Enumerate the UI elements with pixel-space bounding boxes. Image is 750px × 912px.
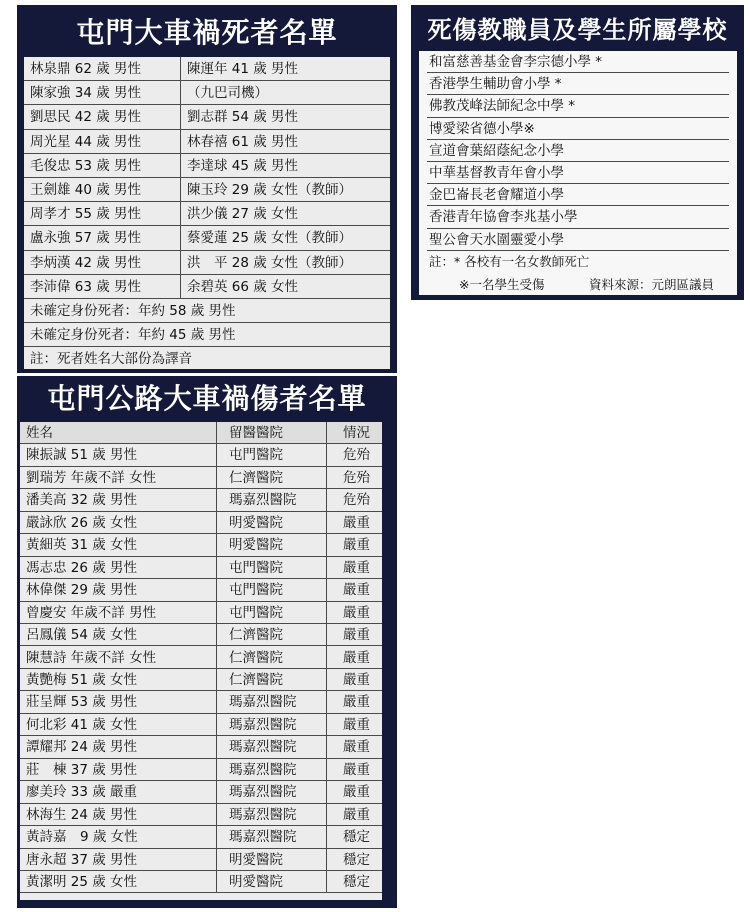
injured-name: 林海生 24 歲 男性 xyxy=(26,806,138,823)
injured-name: 莊 棟 37 歲 男性 xyxy=(26,761,138,778)
death-name-left: 陳家強 34 歲 男性 xyxy=(30,85,142,102)
school-item: 香港學生輔助會小學 * xyxy=(427,73,729,95)
schools-note: 註：* 各校有一名女教師死亡 xyxy=(429,253,590,269)
deaths-table xyxy=(24,57,390,369)
injured-condition: 危殆 xyxy=(343,492,370,509)
injured-row xyxy=(20,602,382,624)
injured-condition: 嚴重 xyxy=(343,582,370,599)
injured-condition: 危殆 xyxy=(343,469,370,486)
injured-name: 譚耀邦 24 歲 男性 xyxy=(26,739,138,756)
injured-row xyxy=(20,467,382,489)
school-item: 聖公會天水圍靈愛小學 xyxy=(427,229,729,251)
injured-row xyxy=(20,669,382,691)
death-name-right: 李達球 45 歲 男性 xyxy=(187,157,299,174)
injured-name: 劉瑞芳 年歲不詳 女性 xyxy=(26,469,157,486)
unidentified-text: 未確定身份死者：年約 58 歲 男性 xyxy=(30,303,236,319)
injured-row xyxy=(20,714,382,736)
death-row xyxy=(24,105,390,129)
death-name-left: 周孝才 55 歲 男性 xyxy=(30,206,142,223)
injured-hospital: 明愛醫院 xyxy=(229,851,283,868)
school-item: 博愛梁省德小學※ xyxy=(427,118,729,140)
column-divider xyxy=(180,57,181,299)
injured-hospital: 明愛醫院 xyxy=(229,514,283,531)
injured-condition: 嚴重 xyxy=(343,514,370,531)
death-name-right: 林春禧 61 歲 男性 xyxy=(187,133,299,150)
injured-condition: 嚴重 xyxy=(343,739,370,756)
injured-name: 何北彩 41 歲 女性 xyxy=(26,716,138,733)
death-row xyxy=(24,81,390,105)
injured-hospital: 仁濟醫院 xyxy=(229,469,283,486)
schools-note-injured: ※一名學生受傷 xyxy=(459,277,545,292)
injured-hospital: 瑪嘉烈醫院 xyxy=(229,492,297,509)
injured-hospital: 瑪嘉烈醫院 xyxy=(229,739,297,756)
death-name-right: 洪 平 28 歲 女性（教師） xyxy=(187,254,353,271)
injured-name: 黃艷梅 51 歲 女性 xyxy=(26,671,138,688)
injured-condition: 嚴重 xyxy=(343,649,370,666)
injured-name: 莊呈輝 53 歲 男性 xyxy=(26,694,138,711)
injured-hospital: 明愛醫院 xyxy=(229,874,283,890)
injured-name: 呂鳳儀 54 歲 女性 xyxy=(26,627,138,644)
injured-condition: 穩定 xyxy=(343,874,370,890)
injured-row xyxy=(20,849,382,871)
injured-hospital: 瑪嘉烈醫院 xyxy=(229,761,297,778)
death-name-left: 李沛偉 63 歲 男性 xyxy=(30,278,142,295)
injured-row xyxy=(20,444,382,466)
injured-condition: 嚴重 xyxy=(343,761,370,778)
injured-hospital: 明愛醫院 xyxy=(229,537,283,554)
injured-condition: 嚴重 xyxy=(343,537,370,554)
injured-name: 曾慶安 年歲不詳 男性 xyxy=(26,604,157,621)
death-name-left: 王劍雄 40 歲 男性 xyxy=(30,182,142,198)
injured-name: 嚴詠欣 26 歲 女性 xyxy=(26,514,138,531)
injured-hospital: 瑪嘉烈醫院 xyxy=(229,784,297,801)
school-item: 佛教茂峰法師紀念中學 * xyxy=(427,95,729,117)
injured-name: 黃細英 31 歲 女性 xyxy=(26,537,138,554)
injured-name: 林偉傑 29 歲 男性 xyxy=(26,582,138,599)
death-row xyxy=(24,57,390,81)
injured-row xyxy=(20,579,382,601)
injured-hospital: 仁濟醫院 xyxy=(229,627,283,644)
death-row xyxy=(24,251,390,275)
injured-name: 唐永超 37 歲 男性 xyxy=(26,851,138,868)
injured-hospital: 屯門醫院 xyxy=(229,447,283,464)
death-name-right: 洪少儀 27 歲 女性 xyxy=(187,206,299,223)
injured-name: 陳慧詩 年歲不詳 女性 xyxy=(26,649,157,666)
unidentified-text: 未確定身份死者：年約 45 歲 男性 xyxy=(30,327,236,344)
school-item: 中華基督教青年會小學 xyxy=(427,162,729,184)
schools-title: 死傷教職員及學生所屬學校 xyxy=(427,16,728,44)
injured-row xyxy=(20,557,382,579)
school-item: 金巴崙長老會耀道小學 xyxy=(427,184,729,206)
injured-row xyxy=(20,804,382,826)
injured-condition: 嚴重 xyxy=(343,716,370,733)
injured-header-row xyxy=(20,422,382,444)
injured-condition: 嚴重 xyxy=(343,694,370,711)
injured-row xyxy=(20,647,382,669)
death-name-right: 陳運年 41 歲 男性 xyxy=(187,61,299,77)
injured-hospital: 屯門醫院 xyxy=(229,559,283,576)
death-name-right: 蔡愛蓮 25 歲 女性（教師） xyxy=(187,230,353,247)
injured-condition: 嚴重 xyxy=(343,627,370,644)
injured-row xyxy=(20,826,382,848)
source-credit: 資料來源：元朗區議員 xyxy=(589,277,715,292)
injured-condition: 嚴重 xyxy=(343,559,370,576)
death-name-left: 林泉鼎 62 歲 男性 xyxy=(30,61,142,77)
injured-hospital: 瑪嘉烈醫院 xyxy=(229,694,297,711)
injured-table xyxy=(20,422,382,900)
schools-panel xyxy=(411,5,744,300)
death-row xyxy=(24,226,390,250)
deaths-panel xyxy=(17,5,397,373)
injured-row xyxy=(20,624,382,646)
injured-hospital: 屯門醫院 xyxy=(229,604,283,621)
death-name-right: （九巴司機） xyxy=(187,85,268,102)
death-name-left: 毛俊忠 53 歲 男性 xyxy=(30,157,142,174)
death-name-left: 劉思民 42 歲 男性 xyxy=(30,109,142,126)
death-row xyxy=(24,275,390,299)
injured-name: 陳振誠 51 歲 男性 xyxy=(26,447,138,464)
injured-name: 黃詩嘉 9 歲 女性 xyxy=(26,829,138,846)
injured-row xyxy=(20,736,382,758)
injured-row xyxy=(20,691,382,713)
injured-hospital: 瑪嘉烈醫院 xyxy=(229,829,297,846)
deaths-note: 註：死者姓名大部份為譯音 xyxy=(30,351,192,368)
injured-condition: 危殆 xyxy=(343,447,370,464)
injured-condition: 嚴重 xyxy=(343,671,370,688)
death-name-left: 周光星 44 歲 男性 xyxy=(30,133,142,150)
injured-condition: 穩定 xyxy=(343,851,370,868)
schools-list xyxy=(419,51,737,295)
death-name-right: 陳玉玲 29 歲 女性（教師） xyxy=(187,182,353,198)
injured-title: 屯門公路大車禍傷者名單 xyxy=(47,382,367,415)
injured-condition: 穩定 xyxy=(343,829,370,846)
death-name-right: 劉志群 54 歲 男性 xyxy=(187,109,299,126)
death-row xyxy=(24,178,390,202)
injured-row xyxy=(20,534,382,556)
injured-row xyxy=(20,781,382,803)
death-row xyxy=(24,202,390,226)
injured-condition: 嚴重 xyxy=(343,784,370,801)
injured-name: 黃潔明 25 歲 女性 xyxy=(26,874,138,890)
school-item: 香港青年協會李兆基小學 xyxy=(427,206,729,228)
injured-row xyxy=(20,759,382,781)
death-name-right: 余碧英 66 歲 女性 xyxy=(187,278,299,295)
deaths-title: 屯門大車禍死者名單 xyxy=(76,16,338,49)
injured-hospital: 瑪嘉烈醫院 xyxy=(229,806,297,823)
death-row xyxy=(24,154,390,178)
column-divider xyxy=(216,422,217,893)
injured-name: 馮志忠 26 歲 男性 xyxy=(26,559,138,576)
injured-name: 廖美玲 33 歲 嚴重 xyxy=(26,784,138,801)
injured-hospital: 屯門醫院 xyxy=(229,582,283,599)
injured-row xyxy=(20,512,382,534)
school-item: 和富慈善基金會李宗德小學 * xyxy=(427,51,729,73)
injured-hospital: 仁濟醫院 xyxy=(229,649,283,666)
death-name-left: 盧永強 57 歲 男性 xyxy=(30,230,142,247)
unidentified-row xyxy=(24,299,390,323)
death-row xyxy=(24,130,390,154)
header-condition: 情況 xyxy=(343,425,370,441)
injured-row xyxy=(20,871,382,893)
injured-name: 潘美高 32 歲 男性 xyxy=(26,492,138,509)
header-hospital: 留醫醫院 xyxy=(229,425,283,441)
death-name-left: 李炳漢 42 歲 男性 xyxy=(30,254,142,271)
injured-hospital: 仁濟醫院 xyxy=(229,671,283,688)
school-item: 宣道會葉紹蔭紀念小學 xyxy=(427,140,729,162)
injured-condition: 嚴重 xyxy=(343,604,370,621)
unidentified-row xyxy=(24,323,390,347)
injured-panel xyxy=(17,376,397,908)
injured-hospital: 瑪嘉烈醫院 xyxy=(229,716,297,733)
header-name: 姓名 xyxy=(26,425,53,441)
column-divider xyxy=(326,422,327,893)
injured-row xyxy=(20,489,382,511)
injured-condition: 嚴重 xyxy=(343,806,370,823)
